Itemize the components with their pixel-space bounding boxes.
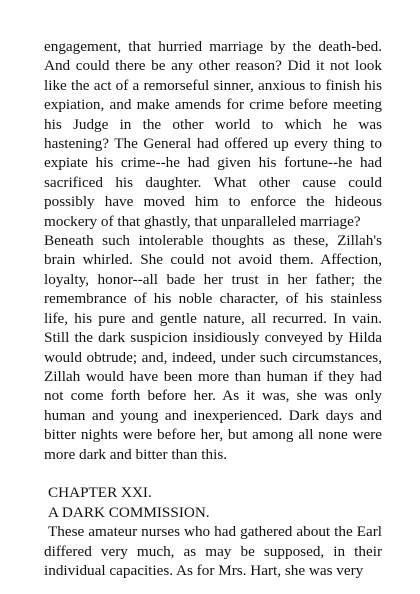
chapter-number: CHAPTER XXI. (48, 484, 152, 502)
paragraph-amateur-nurses: These amateur nurses who had gathered about the Earl differed very much, as may be supposed, in their individual capacities. As for Mrs. Hart, she was very (44, 523, 382, 579)
paragraph-zillah-thoughts: Beneath such intolerable thoughts as these, Zillah's brain whirled. She could not avoid them. Affection, loyalty, honor--all bade her trust in her father; the remembrance of his noble character, of his stainless life, his pure and gentle nature, all recurred. In vain. Still the dark suspicion insidiously conveyed by Hilda would obtrude; and, indeed, under such circumstances, Zillah would have been more than human if they had not come forth before her. As it was, she was only human and young and inexperienced. Dark days and bitter nights were before her, but among all none were more dark and bitter than this. (44, 232, 382, 463)
section-spacer (44, 464, 382, 483)
chapter-title: A DARK COMMISSION. (48, 503, 210, 521)
book-page (44, 37, 382, 580)
paragraph-engagement: engagement, that hurried marriage by the death-bed. And could there be any other reason? Did it not look like the act of a remorseful sinner, anxious to finish his expiation, and make amends for crime before meeting his Judge in the other world to which he was hastening? The General had offered up every thing to expiate his crime--he had given his fortune--he had sacrificed his daughter. What other cause could possibly have moved him to enforce the hideous mockery of that ghastly, that unparalleled marriage? (44, 38, 382, 230)
